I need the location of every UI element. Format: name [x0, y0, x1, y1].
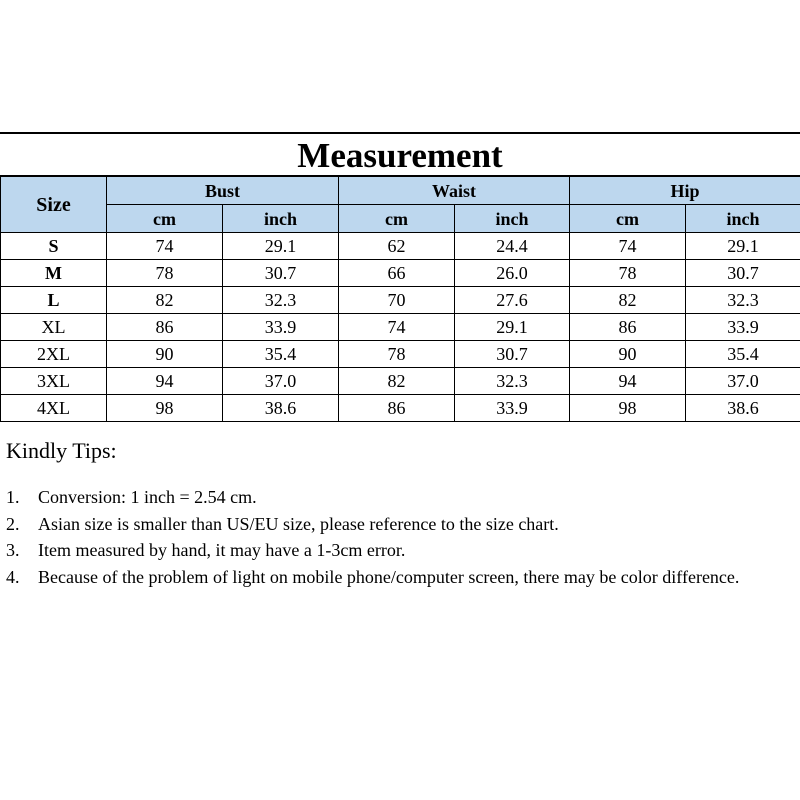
table-cell: 33.9: [686, 314, 800, 341]
table-cell: 30.7: [686, 260, 800, 287]
size-cell: XL: [1, 314, 107, 341]
table-row: [1, 314, 800, 341]
table-cell: 82: [107, 287, 223, 314]
size-cell: M: [1, 260, 107, 287]
tip-item: [6, 511, 800, 538]
measurement-sheet: [0, 132, 800, 422]
table-cell: 70: [339, 287, 455, 314]
tip-number: 2.: [6, 513, 20, 534]
tip-number: 4.: [6, 566, 20, 587]
table-cell: 26.0: [455, 260, 570, 287]
page-title: Measurement: [0, 132, 800, 176]
table-cell: 78: [339, 341, 455, 368]
table-cell: 29.1: [686, 233, 800, 260]
tip-text: Conversion: 1 inch = 2.54 cm.: [38, 487, 257, 507]
table-cell: 94: [570, 368, 686, 395]
unit-header: inch: [455, 205, 570, 233]
kindly-tips: [6, 436, 800, 590]
table-row: [1, 395, 800, 422]
table-cell: 94: [107, 368, 223, 395]
size-column-header: Size: [1, 177, 107, 233]
table-cell: 66: [339, 260, 455, 287]
table-cell: 86: [107, 314, 223, 341]
tip-item: [6, 537, 800, 564]
tip-number: 3.: [6, 540, 20, 560]
table-cell: 90: [570, 341, 686, 368]
unit-header: inch: [686, 205, 800, 233]
group-header-hip: Hip: [570, 177, 800, 205]
table-cell: 62: [339, 233, 455, 260]
table-cell: 33.9: [455, 395, 570, 422]
table-cell: 33.9: [223, 314, 339, 341]
tip-number: 1.: [6, 487, 20, 507]
table-cell: 32.3: [686, 287, 800, 314]
table-cell: 74: [107, 233, 223, 260]
table-cell: 78: [570, 260, 686, 287]
unit-header: cm: [107, 205, 223, 233]
table-body: [1, 233, 800, 422]
group-header-bust: Bust: [107, 177, 339, 205]
table-cell: 29.1: [223, 233, 339, 260]
table-row: [1, 260, 800, 287]
table-row: [1, 233, 800, 260]
tip-item: [6, 564, 800, 591]
table-row: [1, 341, 800, 368]
table-cell: 32.3: [223, 287, 339, 314]
table-cell: 86: [570, 314, 686, 341]
table-cell: 35.4: [223, 341, 339, 368]
group-header-waist: Waist: [339, 177, 570, 205]
table-cell: 30.7: [223, 260, 339, 287]
table-row: [1, 368, 800, 395]
table-cell: 90: [107, 341, 223, 368]
table-row: [1, 287, 800, 314]
table-cell: 27.6: [455, 287, 570, 314]
unit-header: cm: [570, 205, 686, 233]
table-cell: 78: [107, 260, 223, 287]
table-cell: 98: [107, 395, 223, 422]
table-cell: 30.7: [455, 341, 570, 368]
table-cell: 38.6: [686, 395, 800, 422]
tip-text: Because of the problem of light on mobile phone/computer screen, there may be color difference.: [38, 566, 740, 587]
table-cell: 74: [570, 233, 686, 260]
group-header-row: [1, 177, 800, 205]
unit-header: cm: [339, 205, 455, 233]
tip-item: [6, 484, 800, 511]
table-cell: 98: [570, 395, 686, 422]
unit-header: inch: [223, 205, 339, 233]
unit-header-row: [1, 205, 800, 233]
table-cell: 38.6: [223, 395, 339, 422]
size-cell: 4XL: [1, 395, 107, 422]
table-cell: 86: [339, 395, 455, 422]
tip-text: Item measured by hand, it may have a 1-3cm error.: [38, 540, 406, 560]
table-cell: 24.4: [455, 233, 570, 260]
table-cell: 82: [570, 287, 686, 314]
table-cell: 35.4: [686, 341, 800, 368]
tip-text: Asian size is smaller than US/EU size, please reference to the size chart.: [38, 513, 559, 534]
table-cell: 74: [339, 314, 455, 341]
size-cell: 2XL: [1, 341, 107, 368]
size-cell: L: [1, 287, 107, 314]
table-cell: 82: [339, 368, 455, 395]
size-chart-table: [0, 176, 800, 422]
table-cell: 37.0: [223, 368, 339, 395]
tips-title: Kindly Tips:: [6, 438, 117, 463]
table-cell: 32.3: [455, 368, 570, 395]
table-cell: 37.0: [686, 368, 800, 395]
size-cell: S: [1, 233, 107, 260]
table-cell: 29.1: [455, 314, 570, 341]
size-cell: 3XL: [1, 368, 107, 395]
